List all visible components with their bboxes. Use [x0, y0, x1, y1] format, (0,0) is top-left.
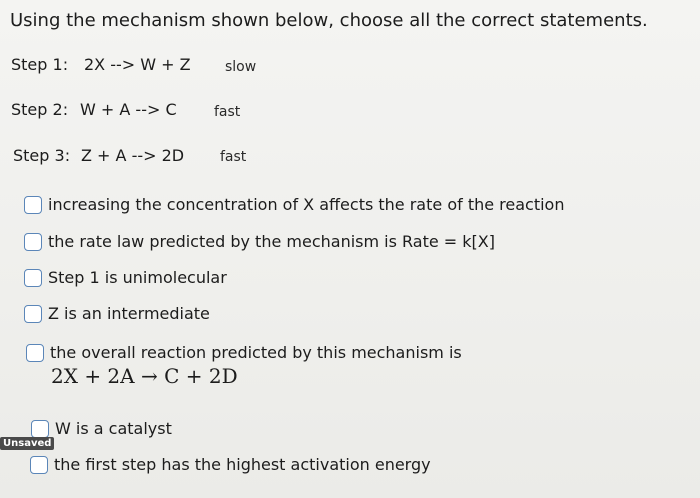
overall-reaction-equation: 2X + 2A → C + 2D	[51, 364, 238, 388]
option-catalyst[interactable]	[31, 419, 172, 438]
checkbox[interactable]	[26, 344, 44, 362]
option-rate-law[interactable]	[24, 232, 495, 251]
option-intermediate[interactable]	[24, 304, 210, 323]
option-label: Z is an intermediate	[48, 304, 210, 323]
step3-speed: fast	[220, 149, 247, 165]
option-label: the overall reaction predicted by this mechanism is	[50, 343, 462, 362]
step1-equation: 2X --> W + Z	[84, 55, 191, 74]
step1-label: Step 1:	[11, 55, 69, 74]
checkbox[interactable]	[24, 233, 42, 251]
step2-label: Step 2:	[11, 100, 69, 119]
option-label: the first step has the highest activation energy	[54, 455, 431, 474]
question-text: Using the mechanism shown below, choose all the correct statements.	[10, 10, 648, 31]
option-activation-energy[interactable]	[30, 455, 431, 474]
checkbox[interactable]	[30, 456, 48, 474]
option-overall-reaction[interactable]	[26, 343, 462, 362]
checkbox[interactable]	[24, 305, 42, 323]
option-label: the rate law predicted by the mechanism is Rate = k[X]	[48, 232, 495, 251]
checkbox[interactable]	[24, 196, 42, 214]
step2-speed: fast	[214, 104, 241, 120]
option-label: W is a catalyst	[55, 419, 172, 438]
option-label: Step 1 is unimolecular	[48, 268, 227, 287]
checkbox[interactable]	[24, 269, 42, 287]
status-badge: Unsaved	[0, 437, 54, 450]
step1-speed: slow	[225, 59, 257, 75]
step2-equation: W + A --> C	[80, 100, 177, 119]
checkbox[interactable]	[31, 420, 49, 438]
option-concentration-x[interactable]	[24, 195, 564, 214]
option-label: increasing the concentration of X affects the rate of the reaction	[48, 195, 565, 214]
step3-equation: Z + A --> 2D	[81, 146, 185, 165]
step3-label: Step 3:	[13, 146, 71, 165]
option-unimolecular[interactable]	[24, 268, 227, 287]
